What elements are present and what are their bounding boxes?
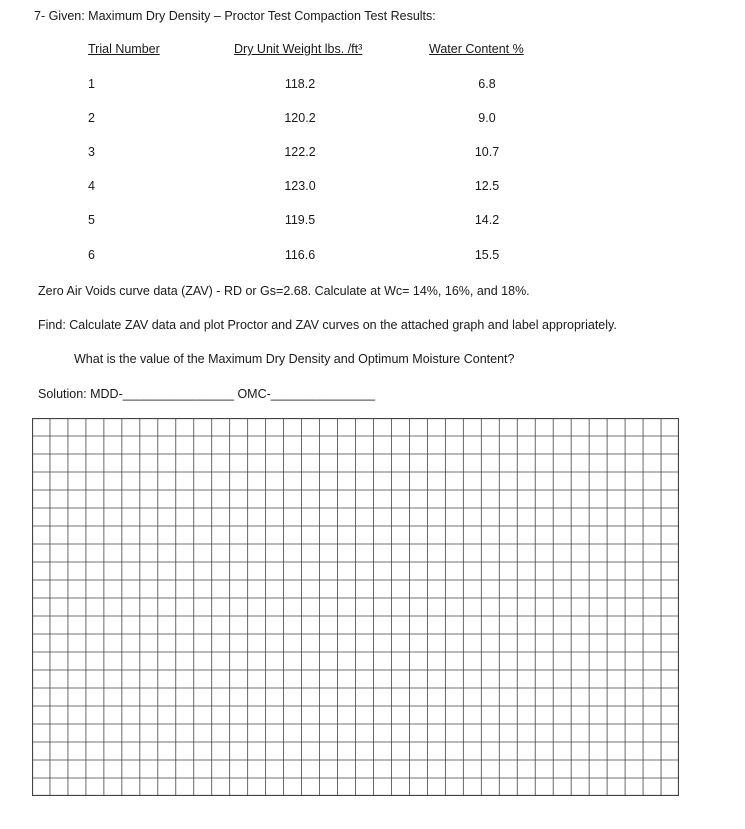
problem-heading: 7- Given: Maximum Dry Density – Proctor Test Compaction Test Results: [34, 9, 436, 23]
column-header-water-content: Water Content % [429, 42, 524, 56]
find-instructions: Find: Calculate ZAV data and plot Proctor and ZAV curves on the attached graph and label appropriately. [38, 318, 617, 332]
trial-cell: 3 [88, 145, 95, 159]
dry-unit-weight-cell: 120.2 [284, 111, 316, 125]
dry-unit-weight-cell: 116.6 [284, 248, 316, 262]
trial-cell: 1 [88, 77, 95, 91]
dry-unit-weight-cell: 119.5 [284, 213, 316, 227]
solution-answer-line: Solution: MDD-________________ OMC-_______________ [38, 387, 376, 401]
question-text: What is the value of the Maximum Dry Density and Optimum Moisture Content? [74, 352, 515, 366]
trial-cell: 5 [88, 213, 95, 227]
graph-paper-grid [32, 418, 679, 796]
water-content-cell: 14.2 [474, 213, 500, 227]
dry-unit-weight-cell: 118.2 [284, 77, 316, 91]
water-content-cell: 6.8 [478, 77, 496, 91]
trial-cell: 2 [88, 111, 95, 125]
water-content-cell: 10.7 [474, 145, 500, 159]
column-header-dry-unit-weight: Dry Unit Weight lbs. /ft³ [234, 42, 363, 56]
water-content-cell: 15.5 [474, 248, 500, 262]
column-header-trial-number: Trial Number [88, 42, 160, 56]
dry-unit-weight-cell: 122.2 [284, 145, 316, 159]
water-content-cell: 9.0 [478, 111, 496, 125]
water-content-cell: 12.5 [474, 179, 500, 193]
zav-instructions: Zero Air Voids curve data (ZAV) - RD or Gs=2.68. Calculate at Wc= 14%, 16%, and 18%. [38, 284, 530, 298]
dry-unit-weight-cell: 123.0 [284, 179, 316, 193]
trial-cell: 4 [88, 179, 95, 193]
trial-cell: 6 [88, 248, 95, 262]
